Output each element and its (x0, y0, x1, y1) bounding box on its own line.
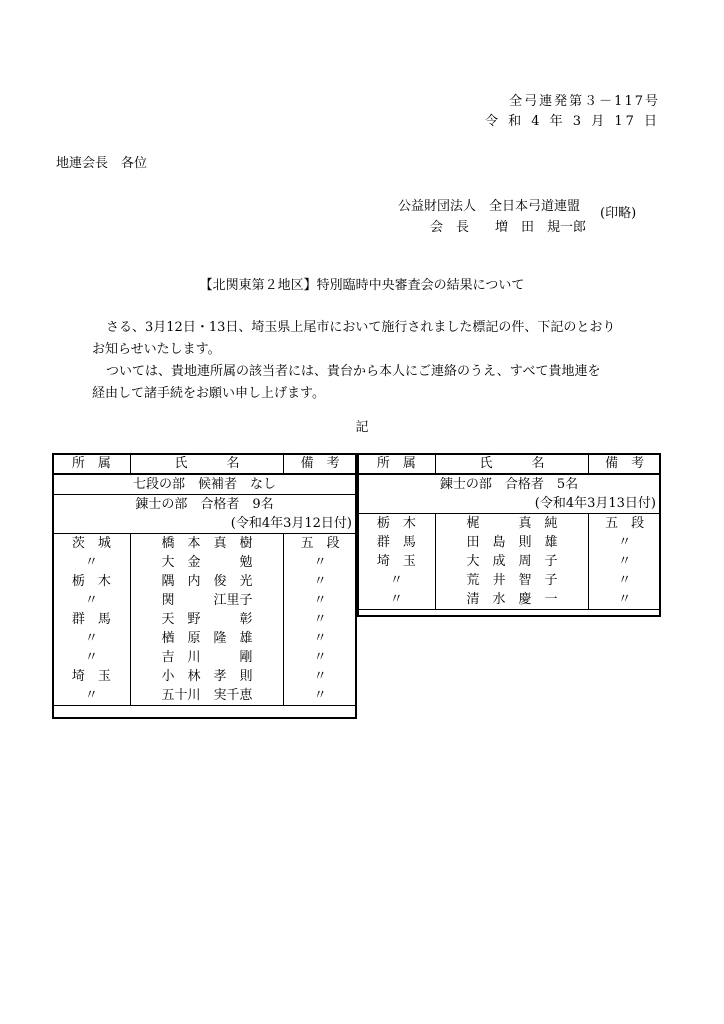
affiliation-cell: 〃 (53, 629, 131, 648)
document-date: 令 和 4 年 3 月 17 日 (484, 114, 660, 129)
affiliation-cell: 埼 玉 (53, 667, 131, 686)
header-affiliation: 所 属 (358, 454, 436, 475)
affiliation-cell: 〃 (358, 571, 436, 590)
body-line: お知らせいたします。 (92, 342, 221, 357)
table-row (53, 686, 357, 706)
table-row (358, 514, 661, 534)
table-row (358, 590, 661, 610)
affiliation-cell: 栃 木 (358, 514, 436, 534)
table-row (53, 572, 357, 591)
name-cell: 大 金 勉 (130, 553, 284, 572)
affiliation-cell: 茨 城 (53, 534, 131, 554)
header-remarks: 備 考 (589, 454, 661, 475)
table-row (53, 629, 357, 648)
table-row (53, 591, 357, 610)
name-cell: 五十川 実千恵 (130, 686, 284, 706)
name-cell: 天 野 彰 (130, 610, 284, 629)
affiliation-cell: 〃 (53, 553, 131, 572)
remarks-cell: 五 段 (589, 514, 661, 534)
affiliation-cell: 〃 (53, 591, 131, 610)
affiliation-cell: 群 馬 (358, 533, 436, 552)
name-cell: 橋 本 真 樹 (130, 534, 284, 554)
results-table-right (357, 453, 661, 610)
name-cell: 楢 原 隆 雄 (130, 629, 284, 648)
name-cell: 大 成 周 子 (435, 552, 588, 571)
table-header-row (358, 454, 661, 475)
header-name: 氏 名 (435, 454, 588, 475)
date-note-right: (令和4年3月13日付) (358, 494, 661, 514)
document-number: 全弓連発第３－117号 (509, 94, 660, 109)
affiliation-cell: 栃 木 (53, 572, 131, 591)
section-seventh-dan: 七段の部 候補者 なし (53, 474, 357, 495)
section-renshi-left: 錬士の部 合格者 9名 (53, 495, 357, 515)
seal-omitted: (印略) (600, 206, 637, 221)
name-cell: 小 林 孝 則 (130, 667, 284, 686)
remarks-cell: 〃 (589, 552, 661, 571)
table-row (53, 648, 357, 667)
remarks-cell: 〃 (589, 571, 661, 590)
affiliation-cell: 〃 (53, 686, 131, 706)
remarks-cell: 〃 (589, 590, 661, 610)
remarks-cell: 〃 (284, 610, 357, 629)
body-text (92, 317, 652, 405)
name-cell: 関 江里子 (130, 591, 284, 610)
name-cell: 清 水 慶 一 (435, 590, 588, 610)
header-remarks: 備 考 (284, 454, 357, 475)
table-row (53, 534, 357, 554)
table-row (358, 533, 661, 552)
body-line: さる、3月12日・13日、埼玉県上尾市において施行されました標記の件、下記のとおり (106, 320, 616, 335)
remarks-cell: 〃 (284, 648, 357, 667)
results-table-left (52, 453, 357, 706)
remarks-cell: 〃 (284, 629, 357, 648)
name-cell: 田 島 則 雄 (435, 533, 588, 552)
table-header-row (53, 454, 357, 475)
header-affiliation: 所 属 (53, 454, 131, 475)
table-row (358, 571, 661, 590)
table-row (53, 553, 357, 572)
addressee: 地連会長 各位 (56, 156, 148, 171)
section-row (358, 474, 661, 494)
document-title: 【北関東第２地区】特別臨時中央審査会の結果について (199, 278, 525, 293)
sender-president: 会 長 増 田 規一郎 (430, 220, 587, 235)
name-cell: 隅 内 俊 光 (130, 572, 284, 591)
remarks-cell: 〃 (589, 533, 661, 552)
date-row (358, 494, 661, 514)
remarks-cell: 〃 (284, 553, 357, 572)
table-row (53, 667, 357, 686)
affiliation-cell: 群 馬 (53, 610, 131, 629)
ki-heading: 記 (355, 420, 369, 435)
section-row (53, 474, 357, 495)
table-row (53, 610, 357, 629)
affiliation-cell: 〃 (358, 590, 436, 610)
sender-organization: 公益財団法人 全日本弓道連盟 (398, 199, 581, 214)
name-cell: 荒 井 智 子 (435, 571, 588, 590)
remarks-cell: 〃 (284, 591, 357, 610)
remarks-cell: 〃 (284, 572, 357, 591)
remarks-cell: 〃 (284, 667, 357, 686)
date-note-left: (令和4年3月12日付) (53, 514, 357, 534)
affiliation-cell: 〃 (53, 648, 131, 667)
date-row (53, 514, 357, 534)
name-cell: 吉 川 剛 (130, 648, 284, 667)
section-renshi-right: 錬士の部 合格者 5名 (358, 474, 661, 494)
remarks-cell: 〃 (284, 686, 357, 706)
name-cell: 梶 真 純 (435, 514, 588, 534)
affiliation-cell: 埼 玉 (358, 552, 436, 571)
body-line: ついては、貴地連所属の該当者には、貴台から本人にご連絡のうえ、すべて貴地連を (106, 364, 601, 379)
table-row (358, 552, 661, 571)
header-name: 氏 名 (130, 454, 284, 475)
section-row (53, 495, 357, 515)
remarks-cell: 五 段 (284, 534, 357, 554)
body-line: 経由して諸手続をお願い申し上げます。 (92, 386, 325, 401)
